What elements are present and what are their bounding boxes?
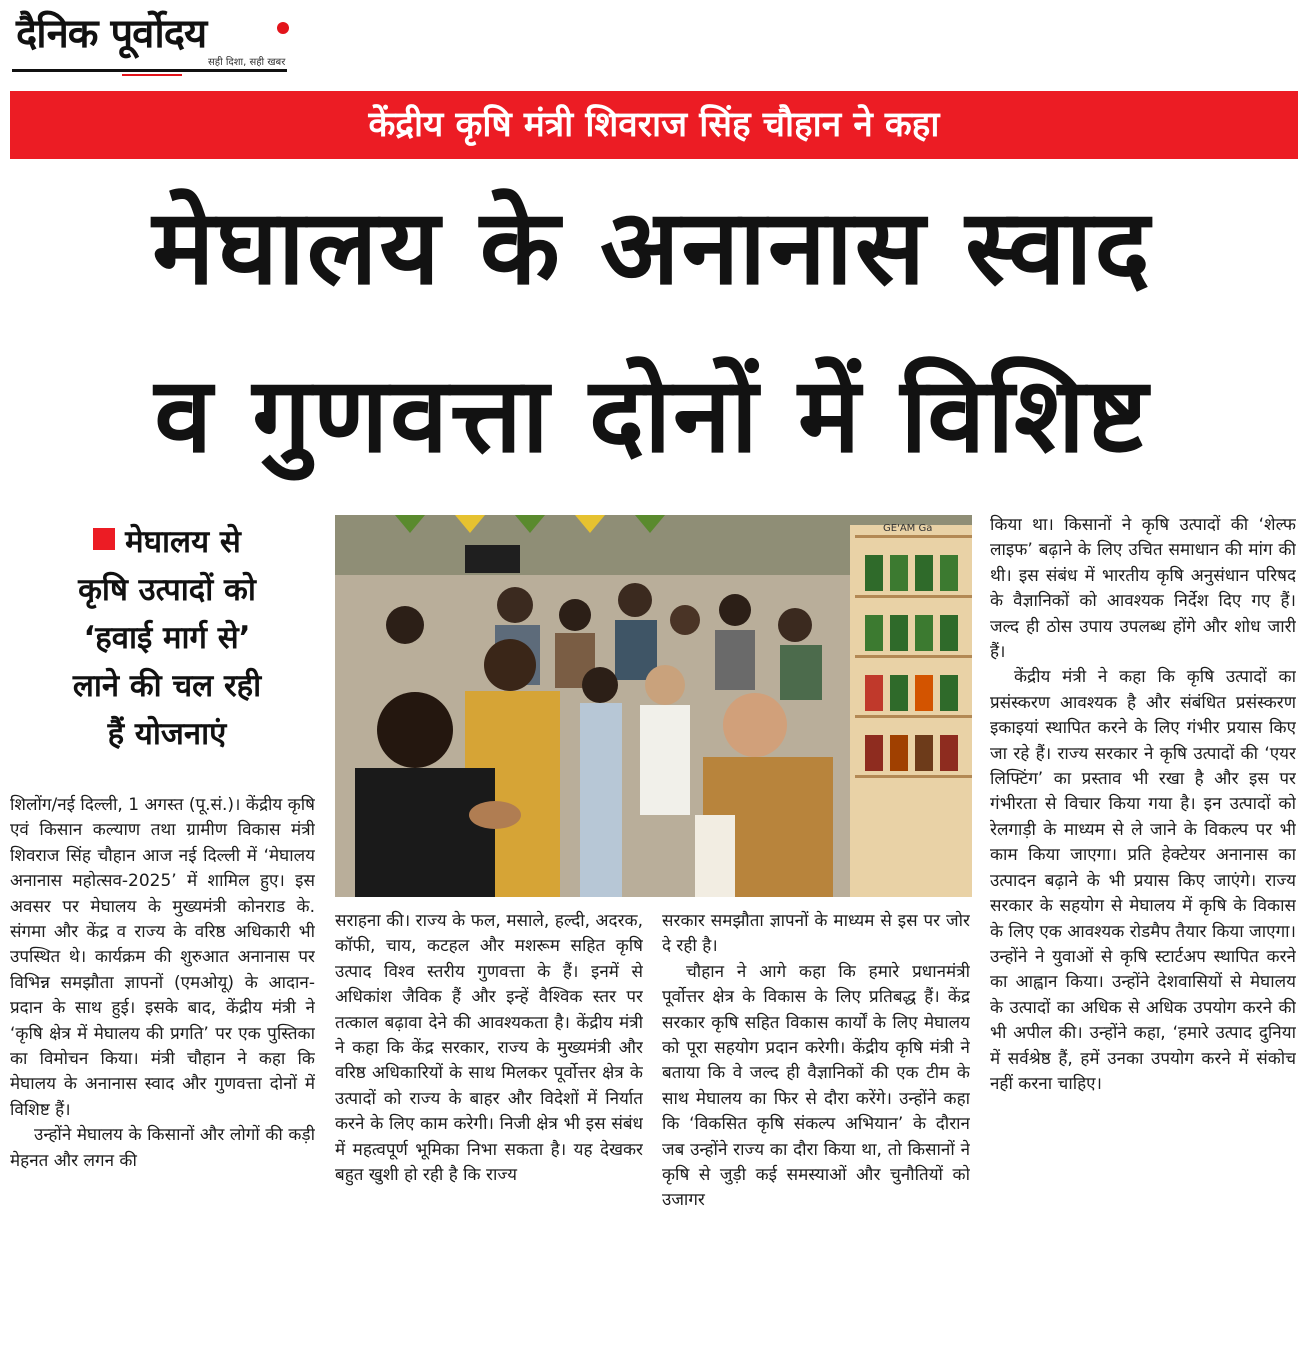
- subheading-line: मेघालय से: [14, 518, 320, 566]
- bullet-square-icon: [93, 528, 115, 550]
- headline-line-2: व गुणवत्ता दोनों में विशिष्ट: [154, 354, 1150, 476]
- event-photo-illustration: [335, 515, 972, 897]
- kicker-bar: केंद्रीय कृषि मंत्री शिवराज सिंह चौहान ने कहा: [10, 91, 1298, 159]
- article-paragraph: सराहना की। राज्य के फल, मसाले, हल्दी, अदरक, कॉफी, चाय, कटहल और मशरूम सहित कृषि उत्पाद विश्व स्तरीय गुणवत्ता के हैं। इनमें से अधिकांश जैविक हैं और इन्हें वैश्विक स्तर पर तत्काल बढ़ावा देने की आवश्यकता है। केंद्रीय मंत्री ने कहा कि केंद्र सरकार, राज्य के मुख्यमंत्री और वरिष्ठ अधिकारियों के साथ मिलकर पूर्वोत्तर क्षेत्र के उत्पादों को राज्य के बाहर और विदेशों में निर्यात करने के लिए काम करेगी। निजी क्षेत्र भी इस संबंध में महत्वपूर्ण भूमिका निभा सकता है। यह देखकर बहुत खुशी हो रही है कि राज्य: [335, 911, 643, 1186]
- article-column-4: [990, 513, 1296, 1343]
- article-paragraph: केंद्रीय मंत्री ने कहा कि कृषि उत्पादों का प्रसंस्करण आवश्यक है और संबंधित प्रसंस्करण इकाइयां स्थापित करने के लिए गंभीर प्रयास किए जा रहे हैं। राज्य सरकार ने कृषि उत्पादों की ‘एयर लिफ्टिंग’ का प्रस्ताव भी रखा है और इस पर गंभीरता से विचार किया गया है। इन उत्पादों को रेलगाड़ी के माध्यम से ले जाने के विकल्प पर भी काम किया जाएगा। प्रति हेक्टेयर अनानास का उत्पादन बढ़ाने के भी प्रयास किए जाएंगे। राज्य सरकार के सहयोग से मेघालय में कृषि के विकास के लिए एक आवश्यक रोडमैप तैयार किया जाएगा। उन्होंने ने युवाओं से कृषि स्टार्टअप स्थापित करने का आह्वान किया। उन्होंने देशवासियों से मेघालय के उत्पादों का अधिक से अधिक उपयोग करने की भी अपील की। उन्होंने कहा, ‘हमारे उत्पाद दुनिया में सर्वश्रेष्ठ हैं, हमें उनका उपयोग करने में संकोच नहीं करना चाहिए।: [990, 667, 1296, 1094]
- subheading-line: हैं योजनाएं: [107, 716, 227, 752]
- photo-banner-text: GE'AM Ga: [883, 523, 933, 534]
- event-photo: [335, 515, 972, 897]
- article-paragraph: किया था। किसानों ने कृषि उत्पादों की ‘शेल्फ लाइफ’ बढ़ाने के लिए उचित समाधान की मांग की थी। इस संबंध में भारतीय कृषि अनुसंधान परिषद के वैज्ञानिकों को आवश्यक निर्देश दिए गए हैं। जल्द ही ठोस उपाय उपलब्ध होंगे और शोध जारी हैं।: [990, 515, 1296, 663]
- subheading-line: ‘हवाई मार्ग से’: [83, 620, 251, 656]
- article-column-1: [10, 793, 315, 1343]
- masthead-rule: [12, 69, 287, 72]
- newspaper-title: दैनिक पूर्वोदय: [16, 11, 207, 57]
- masthead-accent-rule: [122, 74, 182, 76]
- headline-line-1: मेघालय के अनानास स्वाद: [152, 186, 1152, 308]
- article-paragraph: सरकार समझौता ज्ञापनों के माध्यम से इस पर जोर दे रही है।: [662, 911, 970, 957]
- subheading-line: लाने की चल रही: [72, 668, 262, 704]
- article-paragraph: चौहान ने आगे कहा कि हमारे प्रधानमंत्री पूर्वोत्तर क्षेत्र के विकास के लिए प्रतिबद्ध हैं। केंद्र सरकार कृषि सहित विकास कार्यों के लिए मेघालय को पूरा सहयोग प्रदान करेगी। केंद्रीय कृषि मंत्री ने बताया कि वे जल्द ही वैज्ञानिकों की एक टीम के साथ मेघालय का फिर से दौरा करेंगे। उन्होंने कहा कि ‘विकसित कृषि संकल्प अभियान’ के दौरान जब उन्होंने राज्य का दौरा किया था, तो किसानों ने कृषि से जुड़ी कई समस्याओं और चुनौतियों को उजागर: [662, 961, 970, 1211]
- masthead-dot-icon: [277, 22, 289, 34]
- newspaper-tagline: सही दिशा, सही खबर: [208, 57, 286, 68]
- article-column-2: [335, 909, 643, 1343]
- article-paragraph: उन्होंने मेघालय के किसानों और लोगों की कड़ी मेहनत और लगन की: [10, 1125, 315, 1171]
- masthead: [12, 6, 287, 72]
- article-column-3: [662, 909, 970, 1343]
- subheading-line: कृषि उत्पादों को: [78, 572, 256, 608]
- article-paragraph: शिलोंग/नई दिल्ली, 1 अगस्त (पू.सं.)। केंद्रीय कृषि एवं किसान कल्याण तथा ग्रामीण विकास मंत्री शिवराज सिंह चौहान आज नई दिल्ली में ‘मेघालय अनानास महोत्सव-2025’ में शामिल हुए। इस अवसर पर मेघालय के मुख्यमंत्री कोनराड के. संगमा और केंद्र व राज्य के वरिष्ठ अधिकारी भी उपस्थित थे। कार्यक्रम की शुरुआत अनानास पर विभिन्न समझौता ज्ञापनों (एमओयू) के आदान-प्रदान के साथ हुई। इसके बाद, केंद्रीय मंत्री ने ‘कृषि क्षेत्र में मेघालय की प्रगति’ पर एक पुस्तिका का विमोचन किया। मंत्री चौहान ने कहा कि मेघालय के अनानास स्वाद और गुणवत्ता दोनों में विशिष्ट हैं।: [10, 795, 315, 1120]
- subheading: [14, 518, 320, 780]
